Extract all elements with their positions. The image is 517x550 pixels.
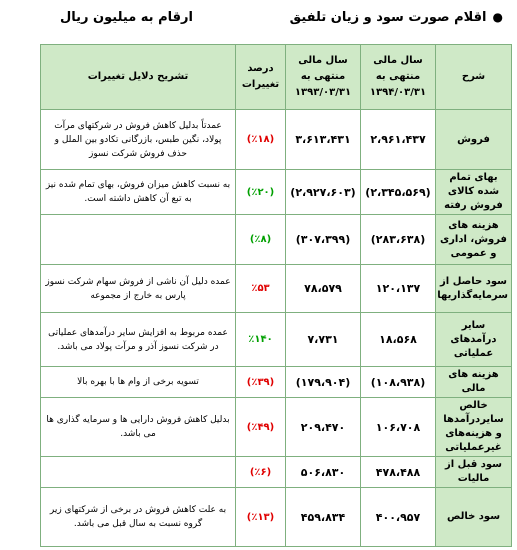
bullet-icon: ● bbox=[492, 10, 503, 24]
unit-note: ارقام به میلیون ریال bbox=[60, 10, 193, 25]
row-fy1393-value: (۳۰۷،۳۹۹) bbox=[286, 215, 361, 265]
row-explanation bbox=[41, 215, 236, 265]
row-fy1393-value: ۷،۷۳۱ bbox=[286, 313, 361, 367]
row-fy1393-value: ۴۵۹،۸۳۴ bbox=[286, 488, 361, 547]
row-item-label: فروش bbox=[436, 110, 512, 170]
row-fy1394-value: ۱۲۰،۱۳۷ bbox=[361, 265, 436, 313]
table-row bbox=[41, 170, 512, 215]
row-fy1393-value: ۲۰۹،۴۷۰ bbox=[286, 398, 361, 457]
page-title bbox=[290, 10, 503, 25]
row-explanation: عمده مربوط به افزایش سایر درآمدهای عملیاتی در شرکت نسوز آذر و مرآت پولاد می باشد. bbox=[41, 313, 236, 367]
row-change-percent: (٪۱۸) bbox=[246, 134, 275, 145]
row-fy1393-value: (۲،۹۲۷،۶۰۳) bbox=[286, 170, 361, 215]
row-explanation bbox=[41, 457, 236, 488]
table-row bbox=[41, 488, 512, 547]
row-change-cell bbox=[236, 398, 286, 457]
row-fy1393-value: (۱۷۹،۹۰۴) bbox=[286, 367, 361, 398]
row-explanation: عمده دلیل آن ناشی از فروش سهام شرکت نسوز پارس به خارج از مجموعه bbox=[41, 265, 236, 313]
row-explanation: به نسبت کاهش میزان فروش، بهای تمام شده نیز به تبع آن کاهش داشته است. bbox=[41, 170, 236, 215]
row-change-percent: (٪۳۹) bbox=[246, 376, 275, 388]
row-item-label: سایر درآمدهای عملیاتی bbox=[436, 313, 512, 367]
row-fy1394-value: ۲،۹۶۱،۴۳۷ bbox=[361, 110, 436, 170]
row-item-label: هزینه های فروش، اداری و عمومی bbox=[436, 215, 512, 265]
row-fy1393-value: ۵۰۶،۸۳۰ bbox=[286, 457, 361, 488]
row-change-percent: (٪۱۳) bbox=[246, 511, 275, 523]
table-body bbox=[41, 110, 512, 547]
row-fy1394-value: (۲۸۳،۶۳۸) bbox=[361, 215, 436, 265]
row-change-percent: (٪۲۰) bbox=[246, 186, 275, 198]
row-change-percent: (٪۶) bbox=[249, 466, 272, 478]
column-header-fy1393: سال مالی منتهی به ۱۳۹۳/۰۳/۳۱ bbox=[286, 45, 361, 110]
row-explanation: عمدتاً بدلیل کاهش فروش در شرکتهای مرآت پولاد، نگین طبس، بازرگانی تکادو بین الملل و حذف فروش شرکت نسوز bbox=[41, 110, 236, 170]
row-fy1394-value: ۴۷۸،۴۸۸ bbox=[361, 457, 436, 488]
table-row bbox=[41, 367, 512, 398]
row-item-label: بهای تمام شده کالای فروش رفته bbox=[436, 170, 512, 215]
row-item-label: سود خالص bbox=[436, 488, 512, 547]
title-text: اقلام صورت سود و زیان تلفیق bbox=[289, 10, 487, 25]
row-explanation: بدلیل کاهش فروش دارایی ها و سرمایه گذاری ها می باشد. bbox=[41, 398, 236, 457]
table-row bbox=[41, 313, 512, 367]
row-change-cell bbox=[236, 170, 286, 215]
row-change-cell bbox=[236, 265, 286, 313]
row-change-cell bbox=[236, 215, 286, 265]
table-row bbox=[41, 457, 512, 488]
row-item-label: خالص سایردرآمدها و هزینه‌های غیرعملیاتی bbox=[436, 398, 512, 457]
row-change-percent: (٪۴۹) bbox=[246, 421, 275, 433]
row-item-label: سود حاصل از سرمایه‌گذاریها bbox=[436, 265, 512, 313]
row-fy1393-value: ۷۸،۵۷۹ bbox=[286, 265, 361, 313]
table-row bbox=[41, 215, 512, 265]
row-change-cell bbox=[236, 457, 286, 488]
row-fy1394-value: (۲،۳۴۵،۵۶۹) bbox=[361, 170, 436, 215]
row-change-percent: ٪۵۳ bbox=[251, 283, 270, 294]
row-fy1394-value: ۴۰۰،۹۵۷ bbox=[361, 488, 436, 547]
row-explanation: تسویه برخی از وام ها با بهره بالا bbox=[41, 367, 236, 398]
row-item-label: سود قبل از مالیات bbox=[436, 457, 512, 488]
row-fy1394-value: ۱۸،۵۶۸ bbox=[361, 313, 436, 367]
table-row bbox=[41, 110, 512, 170]
row-change-cell bbox=[236, 313, 286, 367]
column-header-explanation: تشریح دلایل تغییرات bbox=[41, 45, 236, 110]
row-fy1393-value: ۳،۶۱۳،۴۳۱ bbox=[286, 110, 361, 170]
row-explanation: به علت کاهش فروش در برخی از شرکتهای زیر گروه نسبت به سال قبل می باشد. bbox=[41, 488, 236, 547]
row-change-cell bbox=[236, 110, 286, 170]
row-change-cell bbox=[236, 367, 286, 398]
row-fy1394-value: ۱۰۶،۷۰۸ bbox=[361, 398, 436, 457]
table-row bbox=[41, 398, 512, 457]
row-change-cell bbox=[236, 488, 286, 547]
row-change-percent: ٪۱۴۰ bbox=[248, 334, 273, 345]
column-header-change: درصد تغییرات bbox=[236, 45, 286, 110]
income-statement-table bbox=[40, 44, 512, 547]
table-row bbox=[41, 265, 512, 313]
row-fy1394-value: (۱۰۸،۹۳۸) bbox=[361, 367, 436, 398]
column-header-item: شرح bbox=[436, 45, 512, 110]
column-header-fy1394: سال مالی منتهی به ۱۳۹۴/۰۳/۳۱ bbox=[361, 45, 436, 110]
row-change-percent: (٪۸) bbox=[249, 234, 272, 245]
header-row bbox=[41, 45, 512, 110]
row-item-label: هزینه های مالی bbox=[436, 367, 512, 398]
